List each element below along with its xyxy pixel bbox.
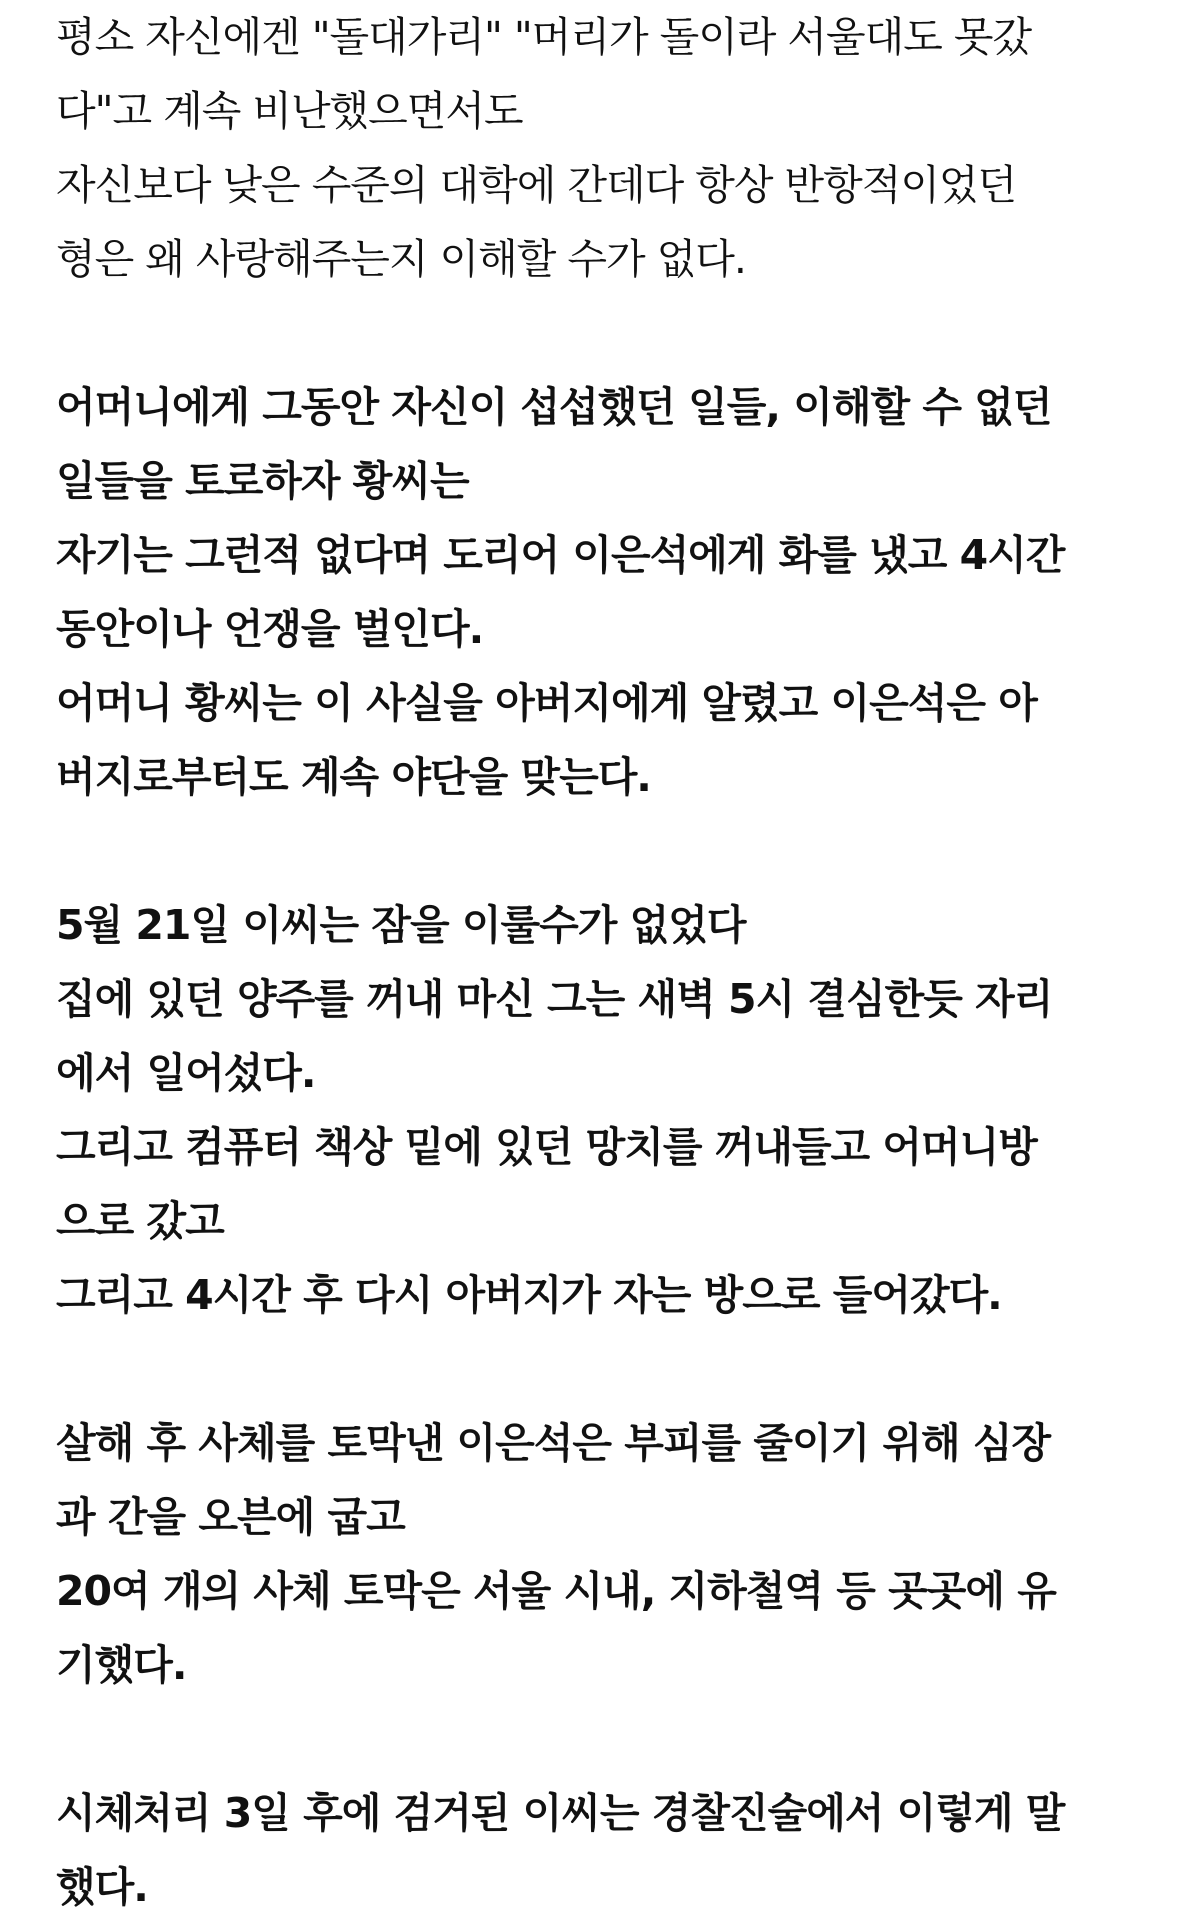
paragraph-3: [56, 888, 1136, 1332]
paragraph-spacer: [56, 814, 1136, 888]
text-line: 5월 21일 이씨는 잠을 이룰수가 없었다: [56, 901, 746, 949]
text-line: 자기는 그런적 없다며 도리어 이은석에게 화를 냈고 4시간: [56, 531, 1065, 579]
text-line: 그리고 컴퓨터 책상 밑에 있던 망치를 꺼내들고 어머니방: [56, 1123, 1037, 1171]
paragraph-5: [56, 1776, 1136, 1924]
text-line: 평소 자신에겐 "돌대가리" "머리가 돌이라 서울대도 못갔: [56, 13, 1032, 61]
text-line: 어머니에게 그동안 자신이 섭섭했던 일들, 이해할 수 없던: [56, 383, 1052, 431]
text-line: 살해 후 사체를 토막낸 이은석은 부피를 줄이기 위해 심장: [56, 1419, 1051, 1467]
text-line: 그리고 4시간 후 다시 아버지가 자는 방으로 들어갔다.: [56, 1271, 1002, 1319]
paragraph-spacer: [56, 1332, 1136, 1406]
article-body: [56, 0, 1136, 1924]
text-line: 시체처리 3일 후에 검거된 이씨는 경찰진술에서 이렇게 말: [56, 1789, 1065, 1837]
text-line: 버지로부터도 계속 야단을 맞는다.: [56, 753, 651, 801]
text-line: 형은 왜 사랑해주는지 이해할 수가 없다.: [56, 235, 746, 283]
text-line: 과 간을 오븐에 굽고: [56, 1493, 405, 1541]
text-line: 했다.: [56, 1863, 148, 1911]
paragraph-2: [56, 370, 1136, 814]
paragraph-4: [56, 1406, 1136, 1702]
text-line: 일들을 토로하자 황씨는: [56, 457, 469, 505]
paragraph-spacer: [56, 296, 1136, 370]
text-line: 으로 갔고: [56, 1197, 224, 1245]
text-line: 에서 일어섰다.: [56, 1049, 316, 1097]
text-line: 집에 있던 양주를 꺼내 마신 그는 새벽 5시 결심한듯 자리: [56, 975, 1053, 1023]
text-line: 다"고 계속 비난했으면서도: [56, 87, 523, 135]
paragraph-1: [56, 0, 1136, 296]
text-line: 자신보다 낮은 수준의 대학에 간데다 항상 반항적이었던: [56, 161, 1017, 209]
text-line: 20여 개의 사체 토막은 서울 시내, 지하철역 등 곳곳에 유: [56, 1567, 1056, 1615]
text-line: 동안이나 언쟁을 벌인다.: [56, 605, 484, 653]
text-line: 기했다.: [56, 1641, 187, 1689]
paragraph-spacer: [56, 1702, 1136, 1776]
text-line: 어머니 황씨는 이 사실을 아버지에게 알렸고 이은석은 아: [56, 679, 1037, 727]
